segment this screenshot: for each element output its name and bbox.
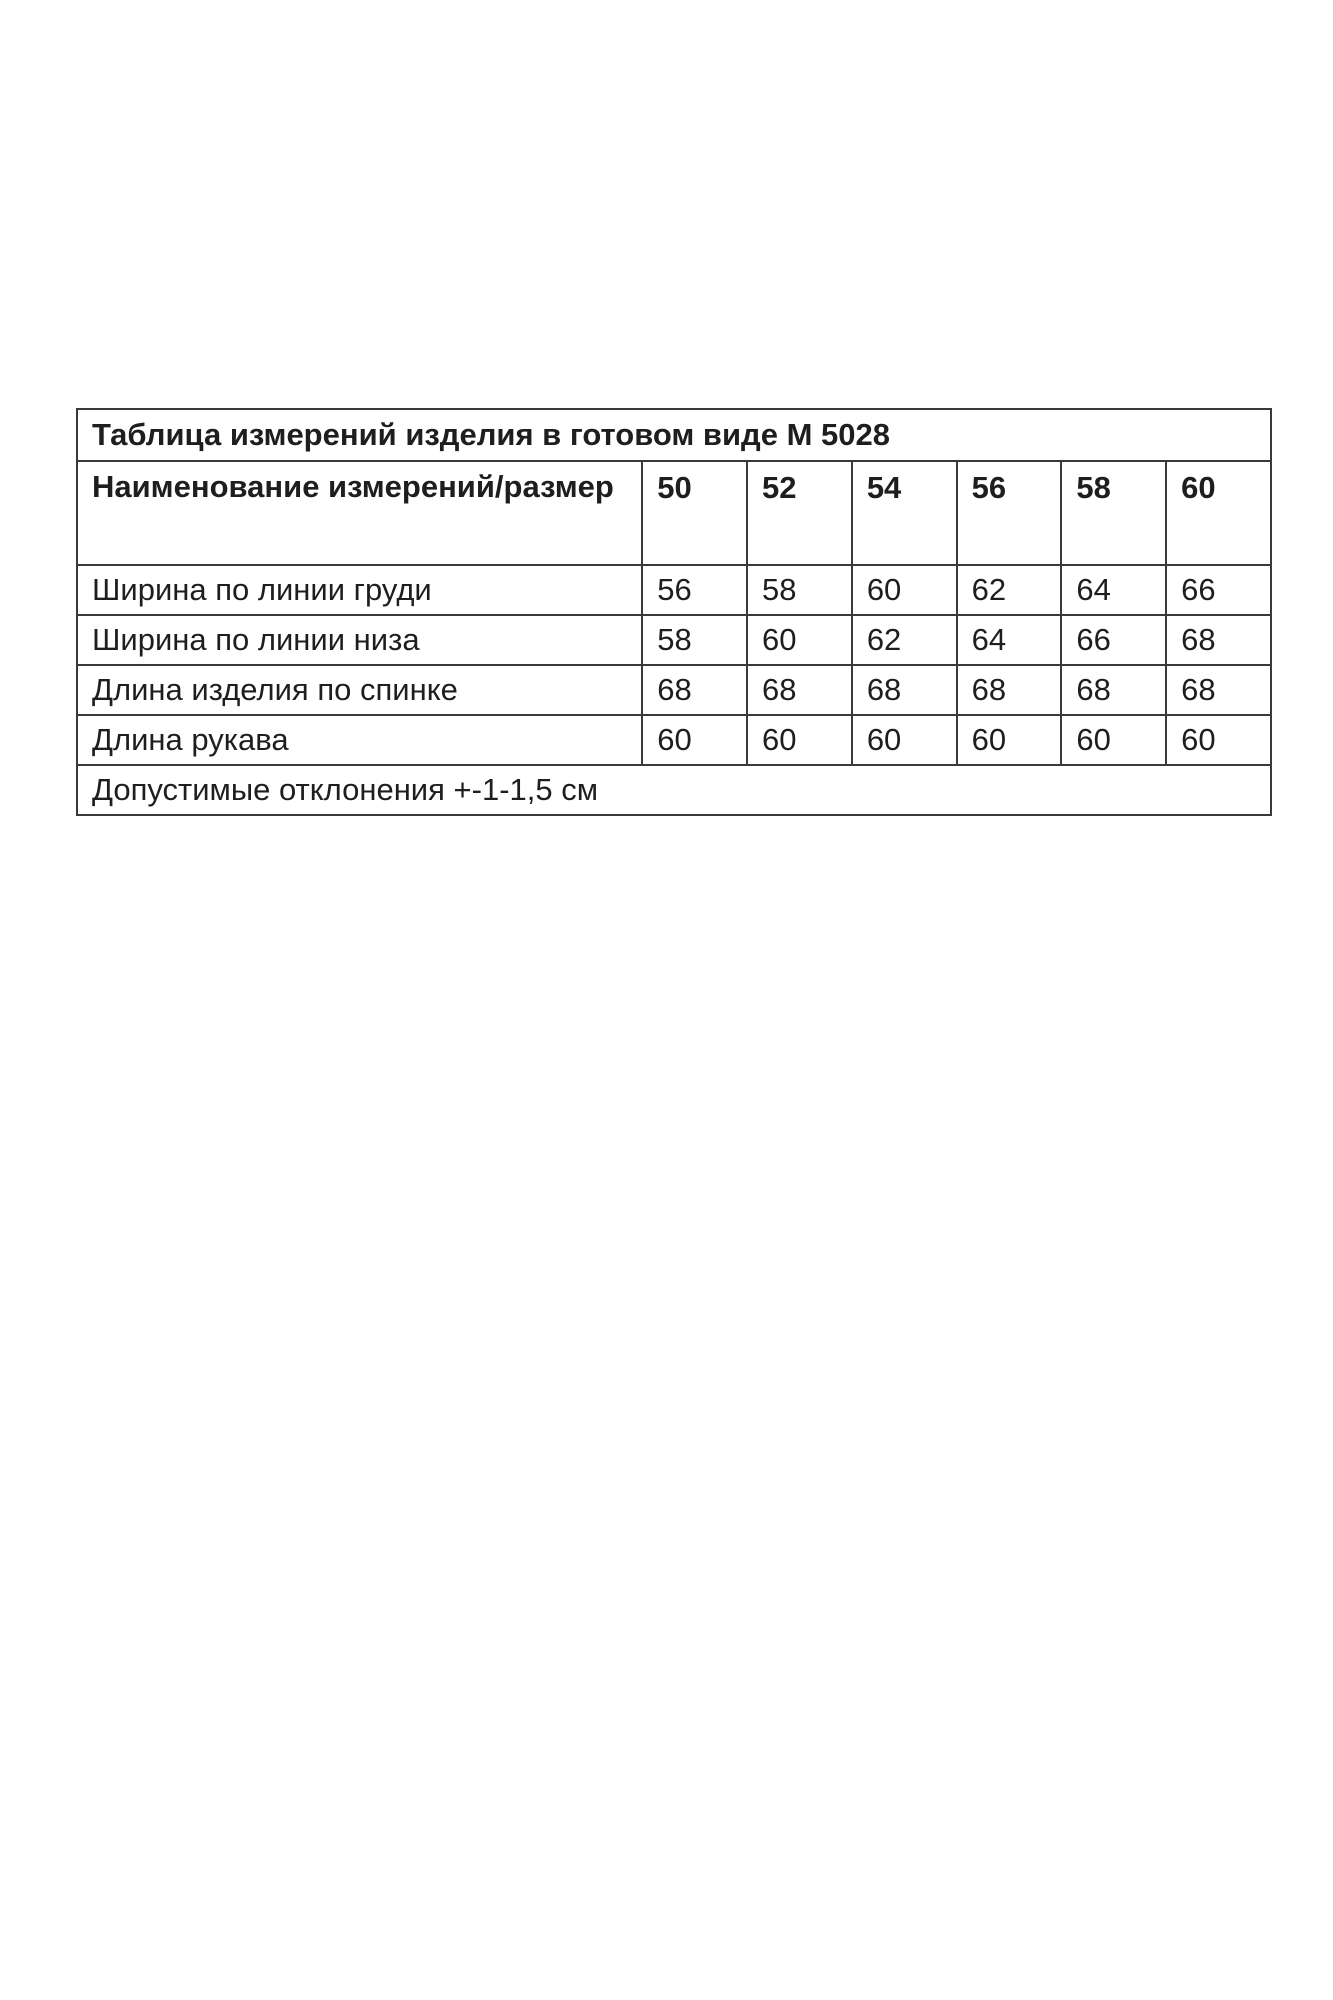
size-header: 60 xyxy=(1166,461,1271,565)
table-cell: 64 xyxy=(957,615,1062,665)
table-row xyxy=(77,715,1271,765)
title-row xyxy=(77,409,1271,461)
table-cell: 60 xyxy=(642,715,747,765)
size-header: 52 xyxy=(747,461,852,565)
table-row xyxy=(77,615,1271,665)
table-cell: 60 xyxy=(1061,715,1166,765)
table-cell: 66 xyxy=(1061,615,1166,665)
size-header: 54 xyxy=(852,461,957,565)
table-row xyxy=(77,565,1271,615)
row-label: Длина рукава xyxy=(77,715,642,765)
row-label: Ширина по линии низа xyxy=(77,615,642,665)
table-cell: 62 xyxy=(852,615,957,665)
table-row xyxy=(77,665,1271,715)
size-header: 58 xyxy=(1061,461,1166,565)
size-header: 56 xyxy=(957,461,1062,565)
table-cell: 56 xyxy=(642,565,747,615)
table-cell: 68 xyxy=(1166,665,1271,715)
note-row xyxy=(77,765,1271,815)
tolerance-note: Допустимые отклонения +-1-1,5 см xyxy=(77,765,1271,815)
table-cell: 60 xyxy=(852,715,957,765)
table-cell: 58 xyxy=(747,565,852,615)
table-cell: 58 xyxy=(642,615,747,665)
table-title: Таблица измерений изделия в готовом виде М 5028 xyxy=(77,409,1271,461)
header-label: Наименование измерений/размер xyxy=(77,461,642,565)
table-cell: 60 xyxy=(1166,715,1271,765)
table-cell: 60 xyxy=(957,715,1062,765)
table-cell: 68 xyxy=(957,665,1062,715)
measurement-table xyxy=(76,408,1272,816)
table-cell: 68 xyxy=(1061,665,1166,715)
table-cell: 68 xyxy=(747,665,852,715)
table-cell: 62 xyxy=(957,565,1062,615)
table-cell: 68 xyxy=(1166,615,1271,665)
size-header: 50 xyxy=(642,461,747,565)
table-cell: 68 xyxy=(642,665,747,715)
row-label: Ширина по линии груди xyxy=(77,565,642,615)
table-cell: 60 xyxy=(747,615,852,665)
row-label: Длина изделия по спинке xyxy=(77,665,642,715)
table-cell: 64 xyxy=(1061,565,1166,615)
table-cell: 60 xyxy=(852,565,957,615)
table-cell: 66 xyxy=(1166,565,1271,615)
header-row xyxy=(77,461,1271,565)
table-cell: 68 xyxy=(852,665,957,715)
table-cell: 60 xyxy=(747,715,852,765)
